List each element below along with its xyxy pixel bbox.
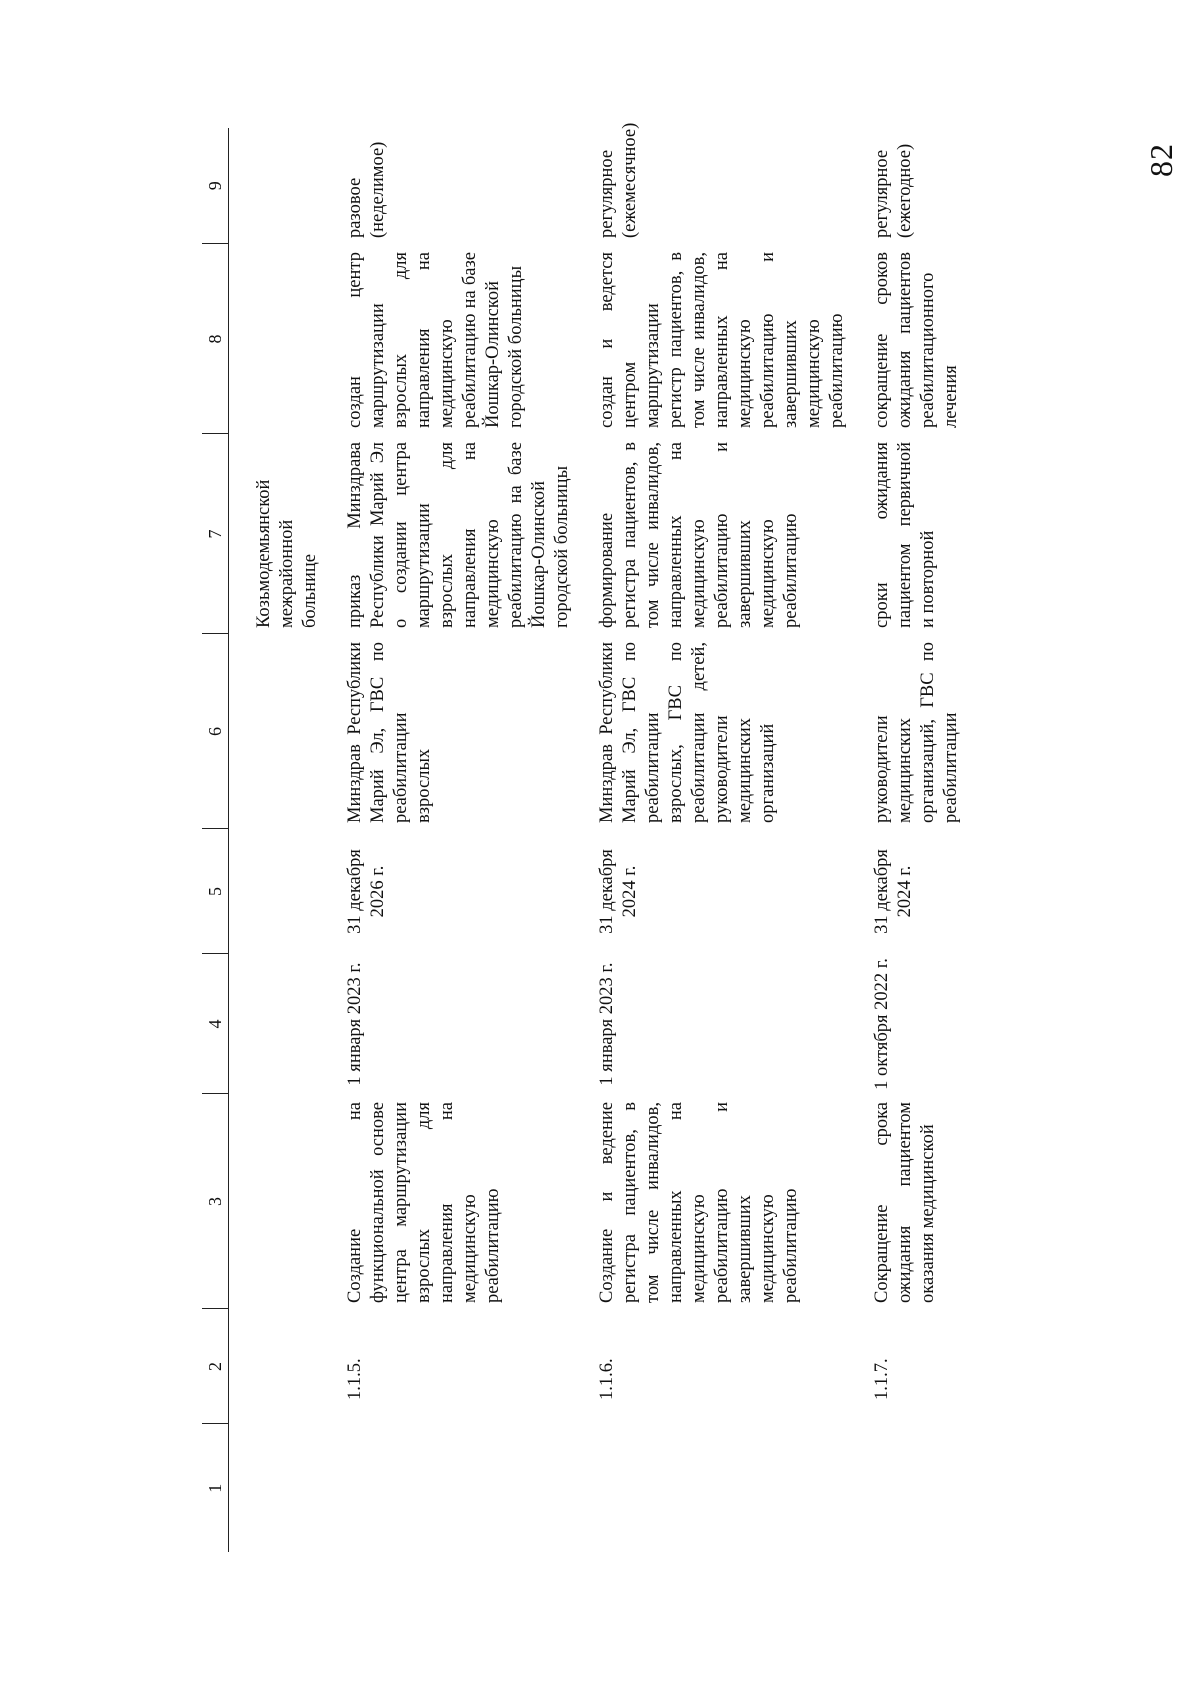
event-cell: Сокращение срока ожидания пациентом оказания медицинской — [872, 1102, 938, 1303]
type-cell: разовое (неделимое) — [345, 141, 388, 238]
end-date: 31 декабря 2024 г. — [872, 849, 915, 934]
row-number: 1.1.7. — [872, 1358, 892, 1400]
table-row — [344, 128, 574, 1552]
rotated-table-container — [202, 122, 1002, 1552]
responsible-cell: Минздрав Республики Марий Эл, ГВС по реабилитации взрослых, ГВС по реабилитации детей, руководители медицинских организаций — [597, 642, 778, 823]
start-date: 1 января 2023 г. — [597, 962, 617, 1086]
page-number: 82 — [1143, 143, 1179, 177]
end-date: 31 декабря 2024 г. — [597, 849, 640, 934]
row-number: 1.1.6. — [597, 1358, 617, 1400]
continuation-document: Козьмодемьянской межрайонной больнице — [254, 479, 320, 628]
table-row — [596, 128, 849, 1552]
type-cell: регулярное (ежегодное) — [872, 143, 915, 238]
document-cell: приказ Минздрава Республики Марий Эл о создании центра маршрутизации взрослых для направления на медицинскую реабилитацию на базе Йошкар-Олинской городской больницы — [345, 442, 572, 628]
col-number-6: 6 — [202, 634, 229, 829]
start-date: 1 января 2023 г. — [345, 962, 365, 1086]
col-number-4: 4 — [202, 954, 229, 1094]
col-number-5: 5 — [202, 829, 229, 954]
table-row — [871, 128, 963, 1552]
event-cell: Создание на функциональной основе центра маршрутизации взрослых для направления на медицинскую реабилитацию — [345, 1102, 503, 1303]
result-cell: сокращение сроков ожидания пациентов реабилитационного лечения — [872, 252, 961, 428]
col-number-3: 3 — [202, 1094, 229, 1309]
col-number-1: 1 — [202, 1424, 229, 1552]
col-number-9: 9 — [202, 128, 229, 244]
end-date: 31 декабря 2026 г. — [345, 849, 388, 934]
row-number: 1.1.5. — [345, 1358, 365, 1400]
result-cell: создан и ведется центром маршрутизации регистр пациентов, в том числе инвалидов, направленных на медицинскую реабилитацию и завершивших медицинскую реабилитацию — [597, 252, 847, 428]
responsible-cell: Минздрав Республики Марий Эл, ГВС по реабилитации взрослых — [345, 642, 434, 823]
document-cell: сроки ожидания пациентом первичной и повторной — [872, 442, 938, 628]
plan-table — [202, 122, 963, 1552]
responsible-cell: руководители медицинских организаций, ГВС по реабилитации — [872, 642, 961, 823]
continuation-row — [229, 128, 323, 1552]
document-cell: формирование регистра пациентов, в том числе инвалидов, направленных на медицинскую реабилитацию и завершивших медицинскую реабилитацию — [597, 442, 801, 628]
result-cell: создан центр маршрутизации взрослых для направления на медицинскую реабилитацию на базе Йошкар-Олинской городской больницы — [345, 252, 526, 428]
type-cell: регулярное (ежемесячное) — [597, 122, 640, 238]
col-number-2: 2 — [202, 1309, 229, 1424]
column-number-header — [202, 128, 229, 1552]
col-number-8: 8 — [202, 244, 229, 434]
col-number-7: 7 — [202, 434, 229, 634]
start-date: 1 октября 2022 г. — [872, 958, 892, 1090]
event-cell: Создание и ведение регистра пациентов, в том числе инвалидов, направленных на медицинскую реабилитацию и завершивших медицинскую реабилитацию — [597, 1102, 801, 1303]
